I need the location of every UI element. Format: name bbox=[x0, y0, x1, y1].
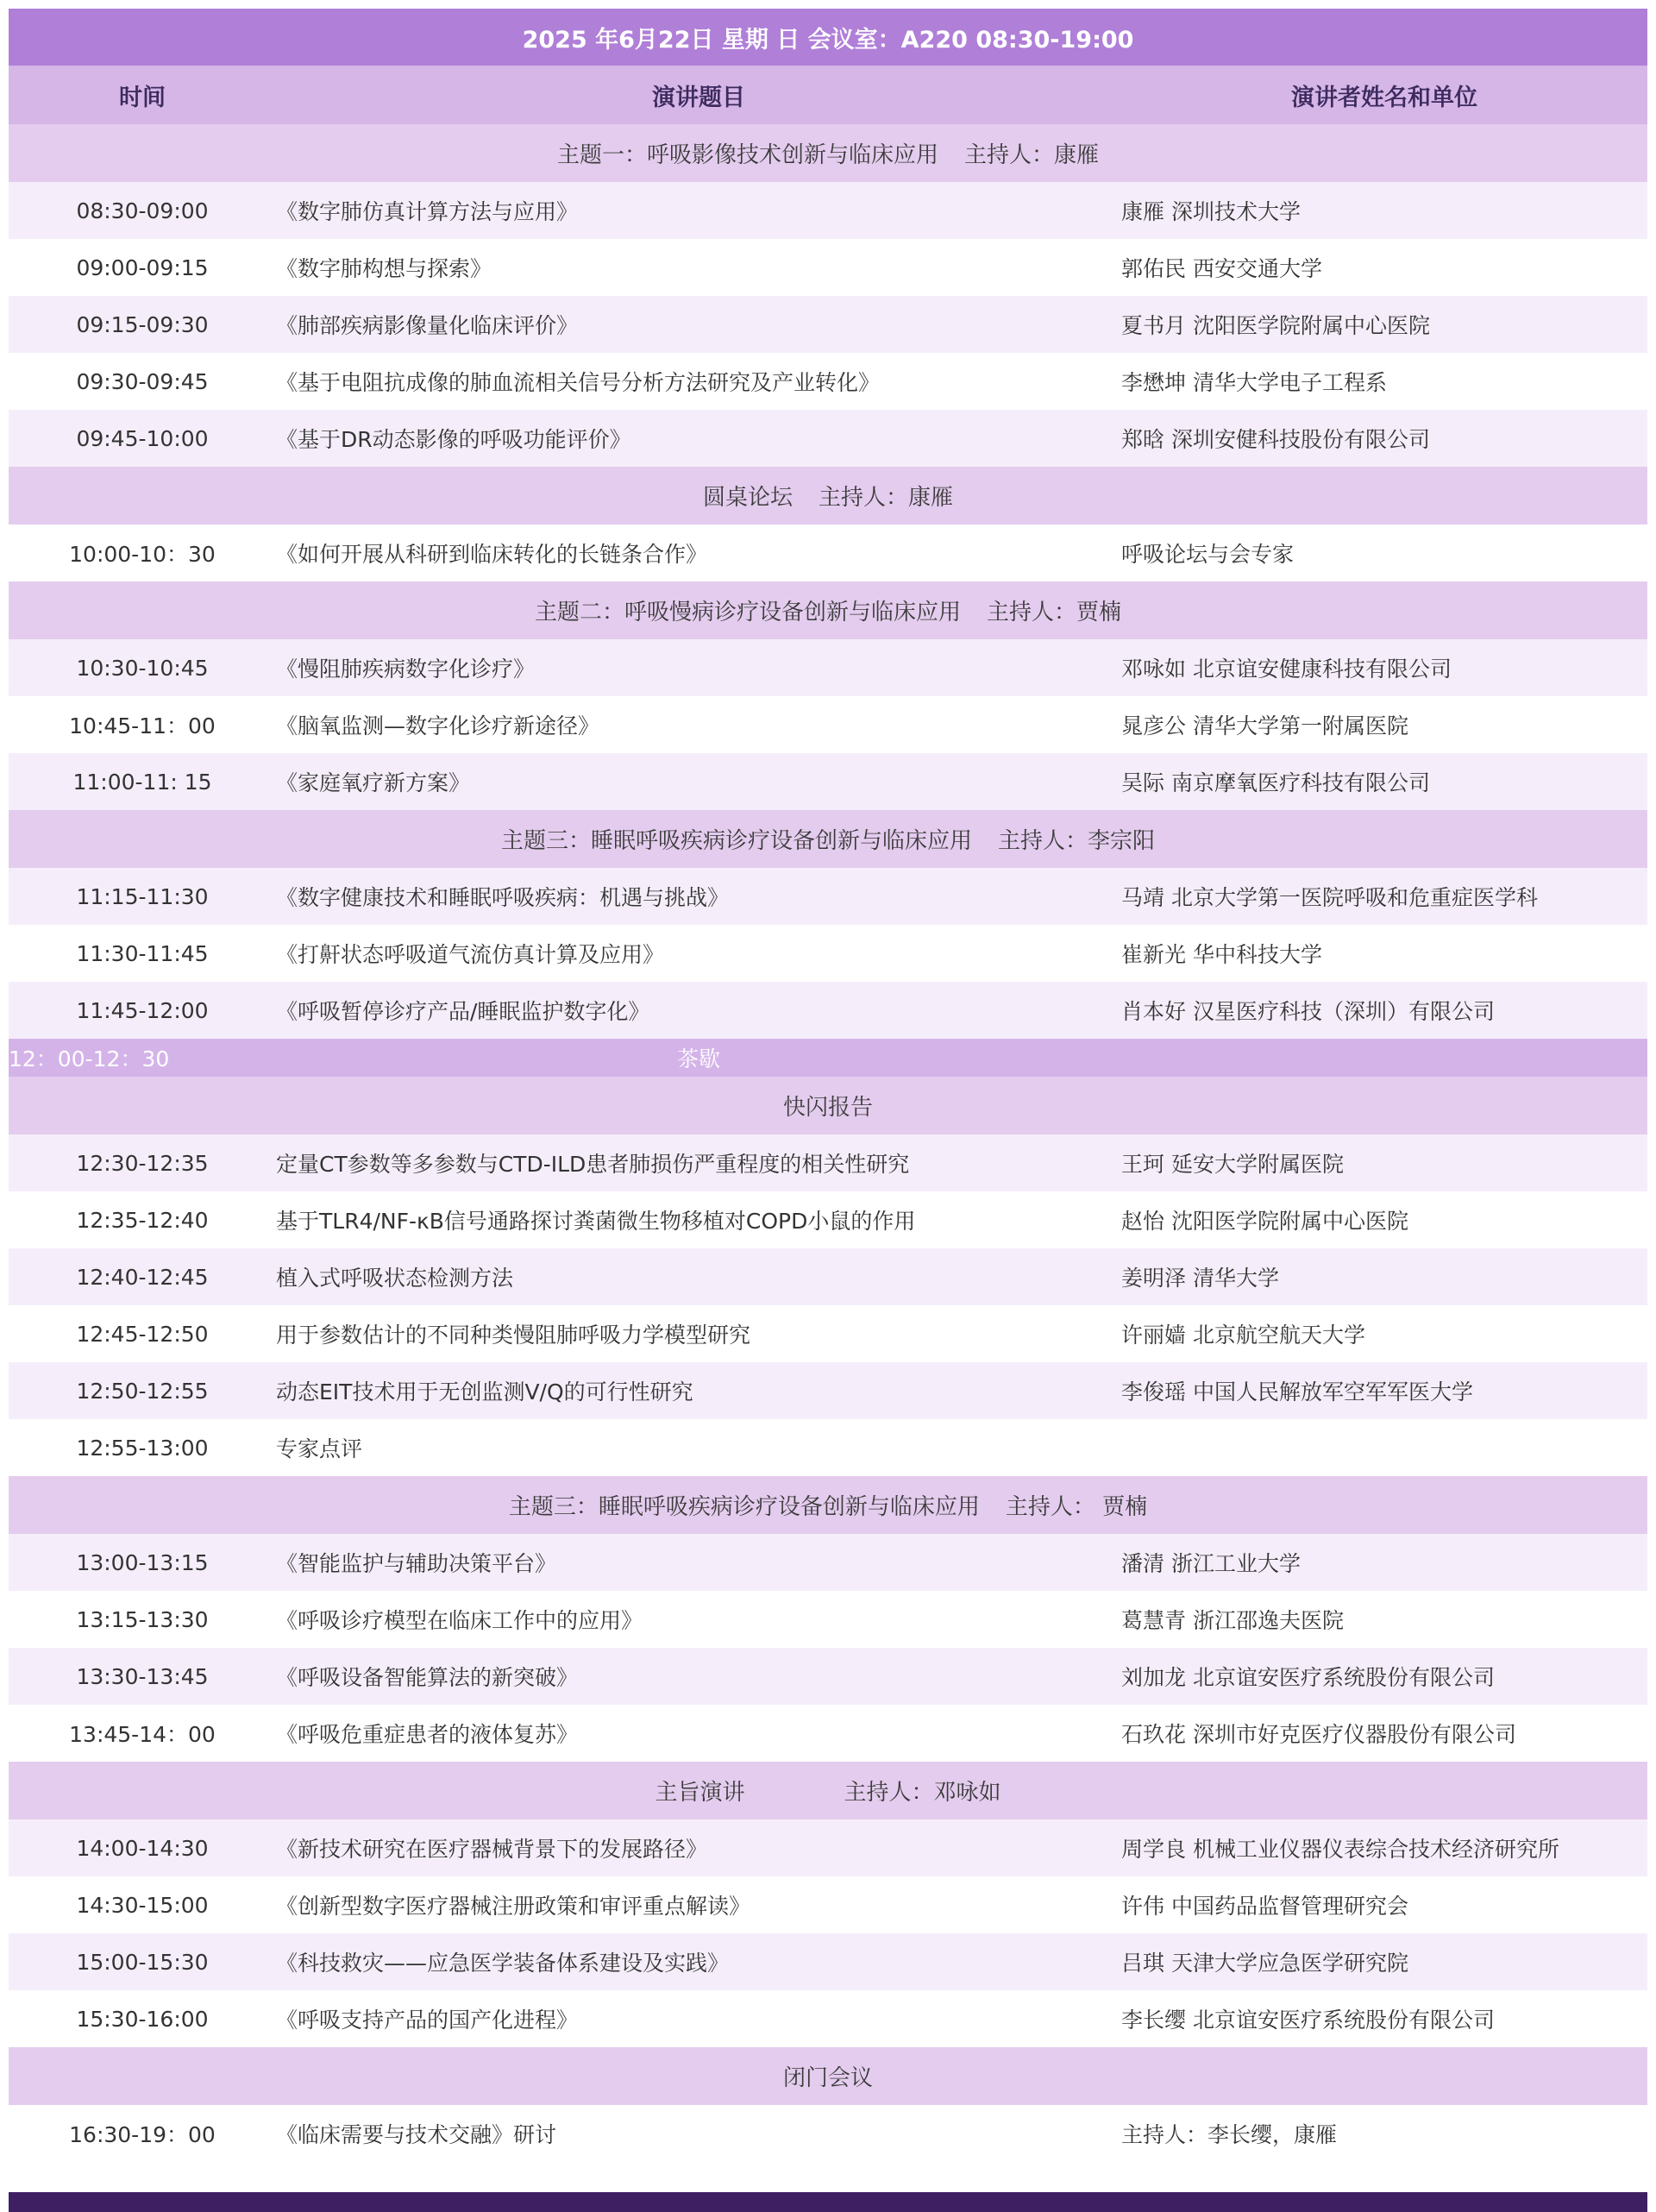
row-speaker: 郑晗 深圳安健科技股份有限公司 bbox=[1121, 410, 1647, 467]
schedule-title-row bbox=[9, 9, 1647, 66]
section-header bbox=[9, 1762, 1647, 1819]
section-host: 主持人：康雁 bbox=[964, 142, 1100, 168]
table-row bbox=[9, 1876, 1647, 1933]
section-host: 主持人：康雁 bbox=[819, 485, 954, 511]
row-speaker: 王珂 延安大学附属医院 bbox=[1121, 1134, 1647, 1191]
table-row bbox=[9, 1362, 1647, 1419]
section-cell bbox=[9, 467, 1647, 525]
table-row bbox=[9, 182, 1647, 239]
col-header-speaker: 演讲者姓名和单位 bbox=[1121, 66, 1647, 124]
section-cell bbox=[9, 124, 1647, 182]
row-time: 12:35-12:40 bbox=[9, 1191, 276, 1248]
row-time: 10:30-10:45 bbox=[9, 639, 276, 696]
table-row bbox=[9, 525, 1647, 581]
section-label: 主题三：睡眠呼吸疾病诊疗设备创新与临床应用 bbox=[508, 1494, 980, 1520]
row-title: 基于TLR4/NF-κB信号通路探讨粪菌微生物移植对COPD小鼠的作用 bbox=[276, 1191, 1121, 1248]
row-speaker: 吕琪 天津大学应急医学研究院 bbox=[1121, 1933, 1647, 1990]
row-time: 15:30-16:00 bbox=[9, 1990, 276, 2047]
section-header bbox=[9, 2047, 1647, 2105]
col-header-title: 演讲题目 bbox=[276, 66, 1121, 124]
row-time: 08:30-09:00 bbox=[9, 182, 276, 239]
row-title: 定量CT参数等多参数与CTD-ILD患者肺损伤严重程度的相关性研究 bbox=[276, 1134, 1121, 1191]
section-header bbox=[9, 467, 1647, 525]
row-time: 12:55-13:00 bbox=[9, 1419, 276, 1476]
section-host: 主持人：贾楠 bbox=[987, 600, 1122, 625]
table-row bbox=[9, 1819, 1647, 1876]
row-time: 10:00-10：30 bbox=[9, 525, 276, 581]
row-time: 12:50-12:55 bbox=[9, 1362, 276, 1419]
row-time: 12:45-12:50 bbox=[9, 1305, 276, 1362]
section-cell bbox=[9, 581, 1647, 639]
table-row bbox=[9, 1305, 1647, 1362]
row-time: 12:30-12:35 bbox=[9, 1134, 276, 1191]
row-title: 《数字肺构想与探索》 bbox=[276, 239, 1121, 296]
row-speaker: 刘加龙 北京谊安医疗系统股份有限公司 bbox=[1121, 1648, 1647, 1705]
table-row bbox=[9, 1933, 1647, 1990]
row-time: 14:00-14:30 bbox=[9, 1819, 276, 1876]
tea-break-time: 12：00-12：30 bbox=[9, 1039, 276, 1077]
row-speaker: 肖本好 汉星医疗科技（深圳）有限公司 bbox=[1121, 982, 1647, 1039]
row-title: 植入式呼吸状态检测方法 bbox=[276, 1248, 1121, 1305]
section-host: 主持人：李宗阳 bbox=[998, 828, 1156, 854]
row-speaker: 石玖花 深圳市好克医疗仪器股份有限公司 bbox=[1121, 1705, 1647, 1762]
row-title: 《科技救灾——应急医学装备体系建设及实践》 bbox=[276, 1933, 1121, 1990]
section-cell bbox=[9, 2047, 1647, 2105]
section-label: 快闪报告 bbox=[783, 1095, 874, 1121]
tea-break-empty bbox=[1121, 1039, 1647, 1077]
row-time: 09:45-10:00 bbox=[9, 410, 276, 467]
row-speaker: 马靖 北京大学第一医院呼吸和危重症医学科 bbox=[1121, 868, 1647, 925]
row-title: 专家点评 bbox=[276, 1419, 1121, 1476]
section-header bbox=[9, 810, 1647, 868]
section-label: 闭门会议 bbox=[783, 2065, 874, 2091]
row-time: 15:00-15:30 bbox=[9, 1933, 276, 1990]
row-time: 09:15-09:30 bbox=[9, 296, 276, 353]
section-host: 主持人：邓咏如 bbox=[844, 1780, 1001, 1806]
row-title: 《打鼾状态呼吸道气流仿真计算及应用》 bbox=[276, 925, 1121, 982]
row-title: 《呼吸危重症患者的液体复苏》 bbox=[276, 1705, 1121, 1762]
row-title: 《呼吸支持产品的国产化进程》 bbox=[276, 1990, 1121, 2047]
row-speaker: 许丽嫱 北京航空航天大学 bbox=[1121, 1305, 1647, 1362]
section-header bbox=[9, 1476, 1647, 1534]
row-title: 《新技术研究在医疗器械背景下的发展路径》 bbox=[276, 1819, 1121, 1876]
row-speaker: 郭佑民 西安交通大学 bbox=[1121, 239, 1647, 296]
row-title: 《呼吸设备智能算法的新突破》 bbox=[276, 1648, 1121, 1705]
table-row bbox=[9, 1591, 1647, 1648]
table-row bbox=[9, 1248, 1647, 1305]
row-speaker: 夏书月 沈阳医学院附属中心医院 bbox=[1121, 296, 1647, 353]
row-title: 《基于DR动态影像的呼吸功能评价》 bbox=[276, 410, 1121, 467]
row-title: 《数字肺仿真计算方法与应用》 bbox=[276, 182, 1121, 239]
row-speaker: 潘清 浙江工业大学 bbox=[1121, 1534, 1647, 1591]
table-row bbox=[9, 1534, 1647, 1591]
tea-break-label: 茶歇 bbox=[276, 1039, 1121, 1077]
section-host: 主持人： 贾楠 bbox=[1005, 1494, 1148, 1520]
schedule-table bbox=[9, 9, 1647, 2162]
table-row bbox=[9, 353, 1647, 410]
row-speaker: 姜明泽 清华大学 bbox=[1121, 1248, 1647, 1305]
section-header bbox=[9, 581, 1647, 639]
row-time: 09:00-09:15 bbox=[9, 239, 276, 296]
row-speaker: 邓咏如 北京谊安健康科技有限公司 bbox=[1121, 639, 1647, 696]
row-title: 《基于电阻抗成像的肺血流相关信号分析方法研究及产业转化》 bbox=[276, 353, 1121, 410]
section-label: 主题三：睡眠呼吸疾病诊疗设备创新与临床应用 bbox=[500, 828, 972, 854]
section-header bbox=[9, 1077, 1647, 1134]
row-title: 《智能监护与辅助决策平台》 bbox=[276, 1534, 1121, 1591]
row-time: 13:15-13:30 bbox=[9, 1591, 276, 1648]
table-row bbox=[9, 753, 1647, 810]
row-time: 14:30-15:00 bbox=[9, 1876, 276, 1933]
table-row bbox=[9, 639, 1647, 696]
section-cell bbox=[9, 1476, 1647, 1534]
table-row bbox=[9, 925, 1647, 982]
row-time: 13:00-13:15 bbox=[9, 1534, 276, 1591]
row-title: 《如何开展从科研到临床转化的长链条合作》 bbox=[276, 525, 1121, 581]
row-time: 12:40-12:45 bbox=[9, 1248, 276, 1305]
table-row bbox=[9, 696, 1647, 753]
section-label: 主题一：呼吸影像技术创新与临床应用 bbox=[556, 142, 938, 168]
row-speaker: 李长缨 北京谊安医疗系统股份有限公司 bbox=[1121, 1990, 1647, 2047]
section-label: 圆桌论坛 bbox=[702, 485, 793, 511]
table-row bbox=[9, 868, 1647, 925]
row-time: 16:30-19：00 bbox=[9, 2105, 276, 2162]
section-header bbox=[9, 124, 1647, 182]
table-row bbox=[9, 239, 1647, 296]
col-header-time: 时间 bbox=[9, 66, 276, 124]
table-row bbox=[9, 1191, 1647, 1248]
row-time: 11:30-11:45 bbox=[9, 925, 276, 982]
table-row bbox=[9, 410, 1647, 467]
section-cell bbox=[9, 1077, 1647, 1134]
row-title: 动态EIT技术用于无创监测V/Q的可行性研究 bbox=[276, 1362, 1121, 1419]
row-time: 13:45-14：00 bbox=[9, 1705, 276, 1762]
row-title: 《家庭氧疗新方案》 bbox=[276, 753, 1121, 810]
schedule-title: 2025 年6月22日 星期 日 会议室：A220 08:30-19:00 bbox=[9, 9, 1647, 66]
row-speaker: 赵怡 沈阳医学院附属中心医院 bbox=[1121, 1191, 1647, 1248]
column-header-row bbox=[9, 66, 1647, 124]
row-title: 《呼吸诊疗模型在临床工作中的应用》 bbox=[276, 1591, 1121, 1648]
table-row bbox=[9, 1990, 1647, 2047]
row-time: 13:30-13:45 bbox=[9, 1648, 276, 1705]
section-label: 主旨演讲 bbox=[655, 1780, 745, 1806]
row-speaker: 吴际 南京摩氧医疗科技有限公司 bbox=[1121, 753, 1647, 810]
tea-break-row bbox=[9, 1039, 1647, 1077]
table-row bbox=[9, 982, 1647, 1039]
section-cell bbox=[9, 1762, 1647, 1819]
table-row bbox=[9, 1648, 1647, 1705]
row-title: 《肺部疾病影像量化临床评价》 bbox=[276, 296, 1121, 353]
table-row bbox=[9, 1134, 1647, 1191]
row-speaker: 许伟 中国药品监督管理研究会 bbox=[1121, 1876, 1647, 1933]
row-time: 10:45-11：00 bbox=[9, 696, 276, 753]
row-speaker: 崔新光 华中科技大学 bbox=[1121, 925, 1647, 982]
row-speaker bbox=[1121, 1419, 1647, 1476]
row-title: 《临床需要与技术交融》研讨 bbox=[276, 2105, 1121, 2162]
row-time: 09:30-09:45 bbox=[9, 353, 276, 410]
row-time: 11:45-12:00 bbox=[9, 982, 276, 1039]
section-label: 主题二：呼吸慢病诊疗设备创新与临床应用 bbox=[534, 600, 961, 625]
footer-bar bbox=[9, 2192, 1647, 2212]
row-time: 11:00-11: 15 bbox=[9, 753, 276, 810]
table-row bbox=[9, 1419, 1647, 1476]
row-speaker: 康雁 深圳技术大学 bbox=[1121, 182, 1647, 239]
row-title: 用于参数估计的不同种类慢阻肺呼吸力学模型研究 bbox=[276, 1305, 1121, 1362]
section-cell bbox=[9, 810, 1647, 868]
table-row bbox=[9, 1705, 1647, 1762]
row-speaker: 晁彦公 清华大学第一附属医院 bbox=[1121, 696, 1647, 753]
row-speaker: 呼吸论坛与会专家 bbox=[1121, 525, 1647, 581]
row-speaker: 李俊瑶 中国人民解放军空军军医大学 bbox=[1121, 1362, 1647, 1419]
table-row bbox=[9, 2105, 1647, 2162]
row-title: 《脑氧监测—数字化诊疗新途径》 bbox=[276, 696, 1121, 753]
row-time: 11:15-11:30 bbox=[9, 868, 276, 925]
row-speaker: 主持人：李长缨，康雁 bbox=[1121, 2105, 1647, 2162]
row-speaker: 葛慧青 浙江邵逸夫医院 bbox=[1121, 1591, 1647, 1648]
row-title: 《慢阻肺疾病数字化诊疗》 bbox=[276, 639, 1121, 696]
table-row bbox=[9, 296, 1647, 353]
row-title: 《呼吸暂停诊疗产品/睡眠监护数字化》 bbox=[276, 982, 1121, 1039]
row-title: 《数字健康技术和睡眠呼吸疾病：机遇与挑战》 bbox=[276, 868, 1121, 925]
row-speaker: 李懋坤 清华大学电子工程系 bbox=[1121, 353, 1647, 410]
row-title: 《创新型数字医疗器械注册政策和审评重点解读》 bbox=[276, 1876, 1121, 1933]
row-speaker: 周学良 机械工业仪器仪表综合技术经济研究所 bbox=[1121, 1819, 1647, 1876]
